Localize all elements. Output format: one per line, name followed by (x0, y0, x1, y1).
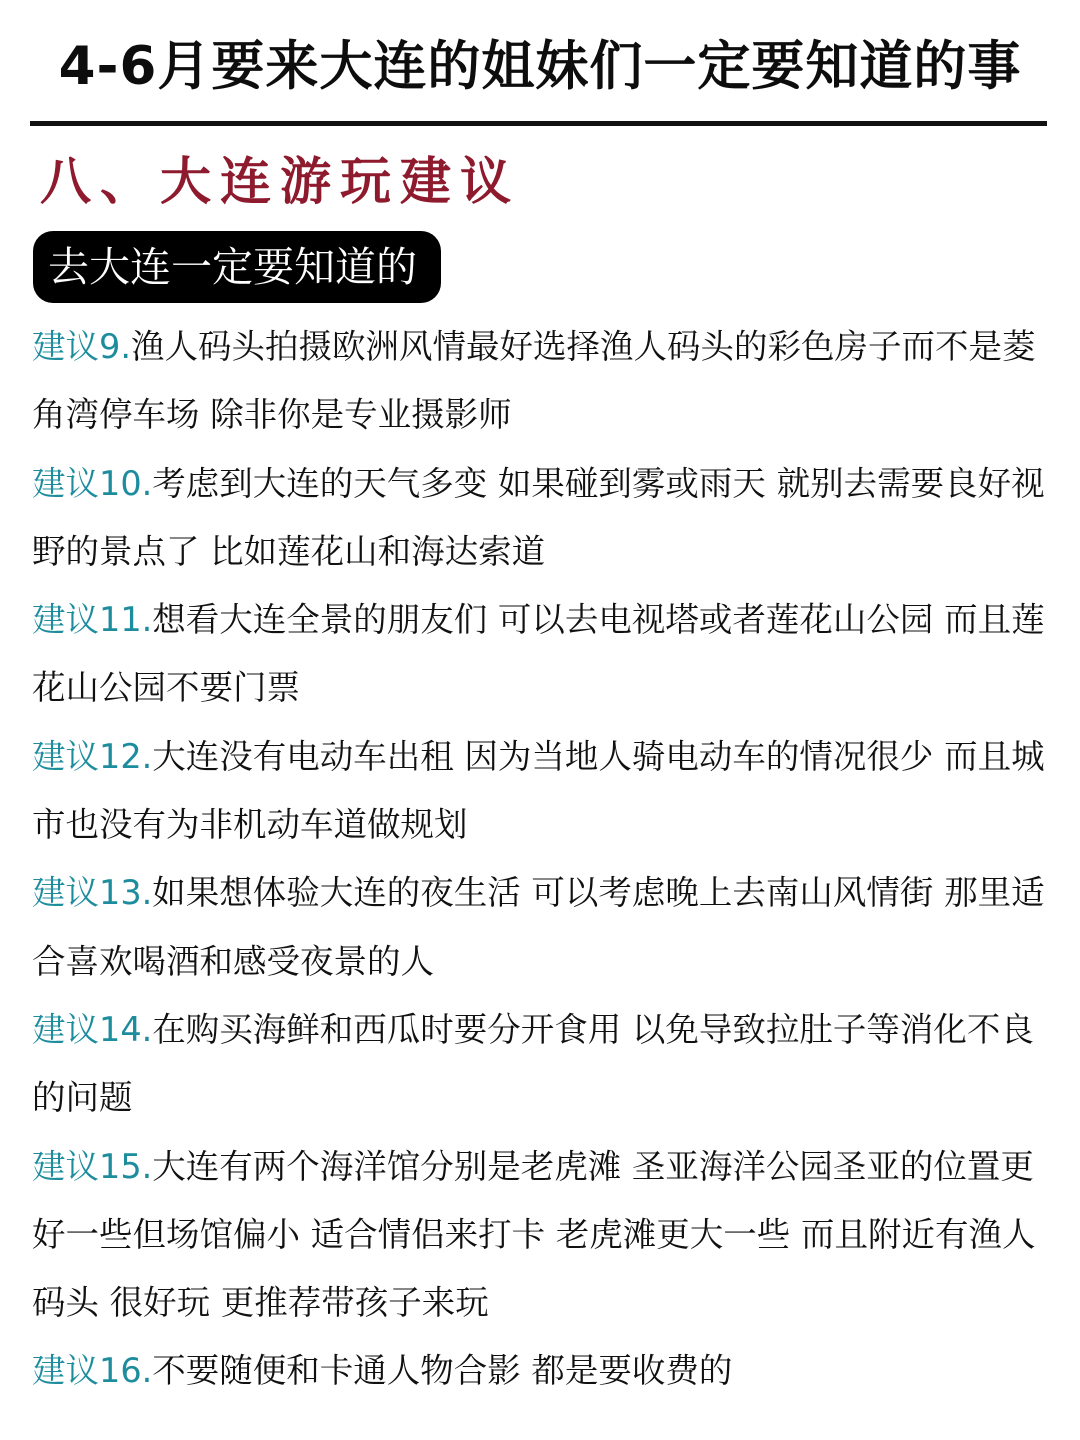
title-divider (30, 121, 1047, 126)
tip-text: 考虑到大连的天气多变 如果碰到雾或雨天 就别去需要良好视野的景点了 比如莲花山和海达索道 (32, 463, 1045, 571)
tip-label: 建议9. (32, 327, 131, 366)
section-pill-label: 去大连一定要知道的 (33, 231, 441, 303)
tip-text: 如果想体验大连的夜生活 可以考虑晚上去南山风情街 那里适合喜欢喝酒和感受夜景的人 (32, 873, 1045, 981)
tip-label: 建议11. (32, 600, 153, 640)
tip-item (32, 450, 1056, 587)
page-title: 4-6月要来大连的姐妹们一定要知道的事 (58, 36, 1022, 97)
tip-label: 建议13. (32, 873, 153, 913)
tip-item (32, 996, 1056, 1133)
tip-label: 建议12. (32, 736, 153, 776)
tips-list (32, 313, 1056, 1406)
tip-text: 渔人码头拍摄欧洲风情最好选择渔人码头的彩色房子而不是菱角湾停车场 除非你是专业摄影师 (32, 327, 1036, 435)
tip-item (32, 1133, 1056, 1338)
tip-text: 大连没有电动车出租 因为当地人骑电动车的情况很少 而且城市也没有为非机动车道做规划 (32, 736, 1045, 845)
tip-item (32, 1337, 1056, 1405)
tip-label: 建议15. (32, 1146, 153, 1186)
tip-label: 建议10. (32, 463, 153, 503)
section-heading: 八、大连游玩建议 (40, 153, 521, 212)
tip-text: 不要随便和卡通人物合影 都是要收费的 (152, 1351, 733, 1391)
tip-item (32, 723, 1056, 860)
tip-item (32, 313, 1056, 450)
tip-label: 建议14. (32, 1009, 153, 1049)
tip-item (32, 859, 1056, 996)
tip-label: 建议16. (32, 1351, 153, 1391)
tip-text: 想看大连全景的朋友们 可以去电视塔或者莲花山公园 而且莲花山公园不要门票 (32, 600, 1045, 708)
tip-text: 在购买海鲜和西瓜时要分开食用 以免导致拉肚子等消化不良的问题 (32, 1009, 1034, 1118)
tip-text: 大连有两个海洋馆分别是老虎滩 圣亚海洋公园圣亚的位置更好一些但场馆偏小 适合情侣来打卡 老虎滩更大一些 而且附近有渔人码头 很好玩 更推荐带孩子来玩 (32, 1146, 1036, 1323)
tip-item (32, 586, 1056, 723)
